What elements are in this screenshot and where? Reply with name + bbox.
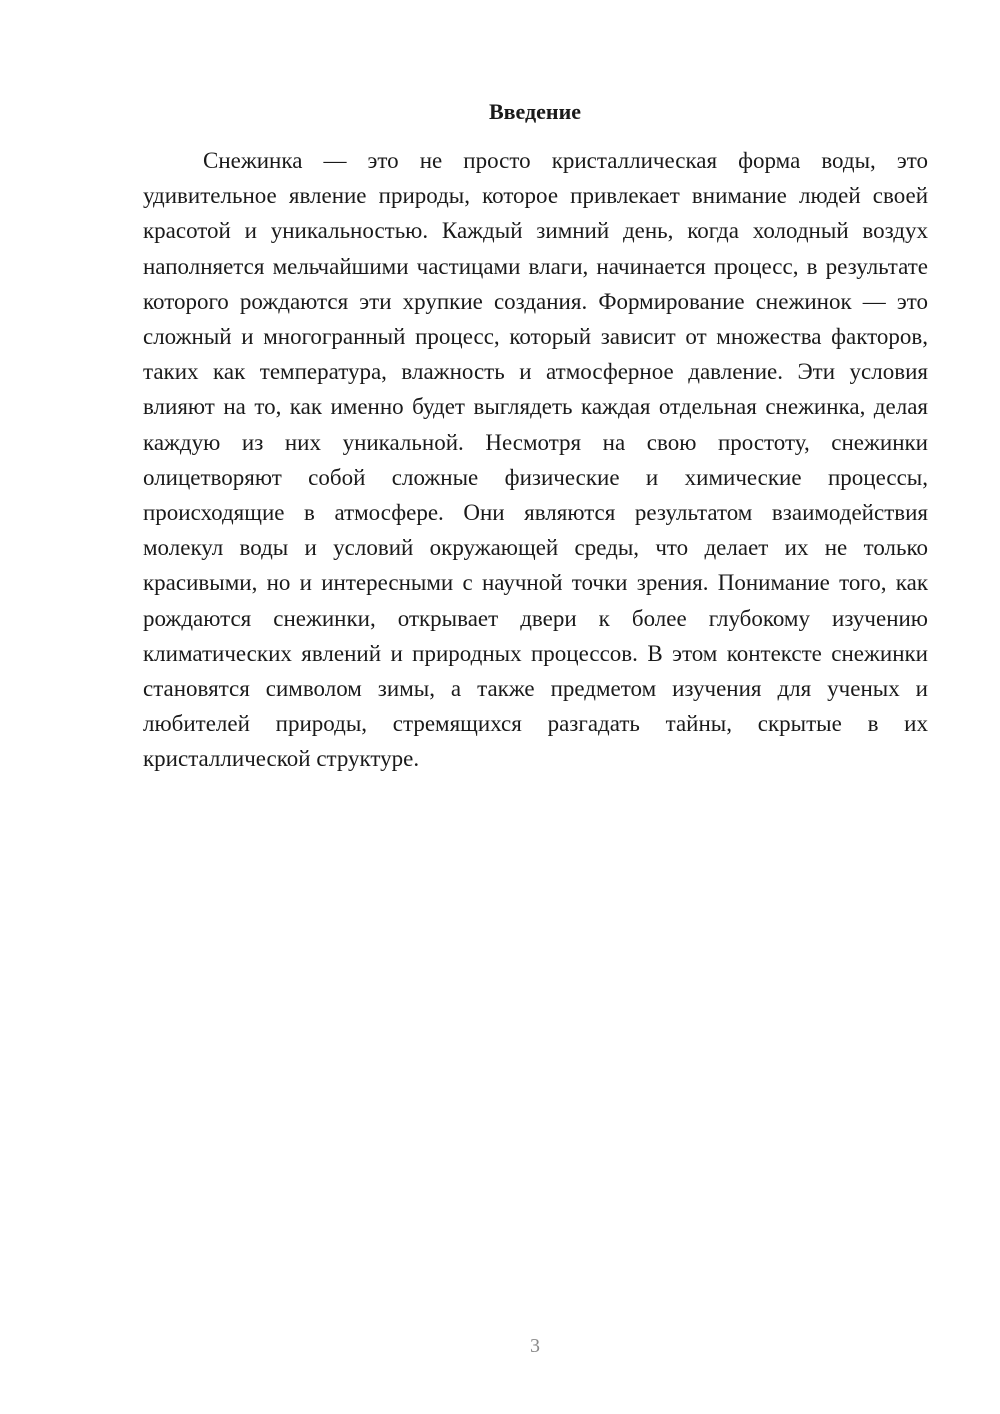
section-heading: Введение (488, 99, 582, 124)
body-paragraph: Снежинка — это не просто кристаллическая форма воды, это удивительное явление природы, которое привлекает внимание людей своей красотой и уникальностью. Каждый зимний день, когда холодный воздух наполняется мельчайшими частицами влаги, начинается процесс, в результате которого рождаются эти хрупкие создания. Формирование снежинок — это сложный и многогранный процесс, который зависит от множества факторов, таких как температура, влажность и атмосферное давление. Эти условия влияют на то, как именно будет выглядеть каждая отдельная снежинка, делая каждую из них уникальной. Несмотря на свою простоту, снежинки олицетворяют собой сложные физические и химические процессы, происходящие в атмосфере. Они являются результатом взаимодействия молекул воды и условий окружающей среды, что делает их не только красивыми, но и интересными с научной точки зрения. Понимание того, как рождаются снежинки, открывает двери к более глубокому изучению климатических явлений и природных процессов. В этом контексте снежинки становятся символом зимы, а также предметом изучения для ученых и любителей природы, стремящихся разгадать тайны, скрытые в их кристаллической структуре. (143, 148, 928, 772)
page-number: 3 (530, 1335, 540, 1357)
